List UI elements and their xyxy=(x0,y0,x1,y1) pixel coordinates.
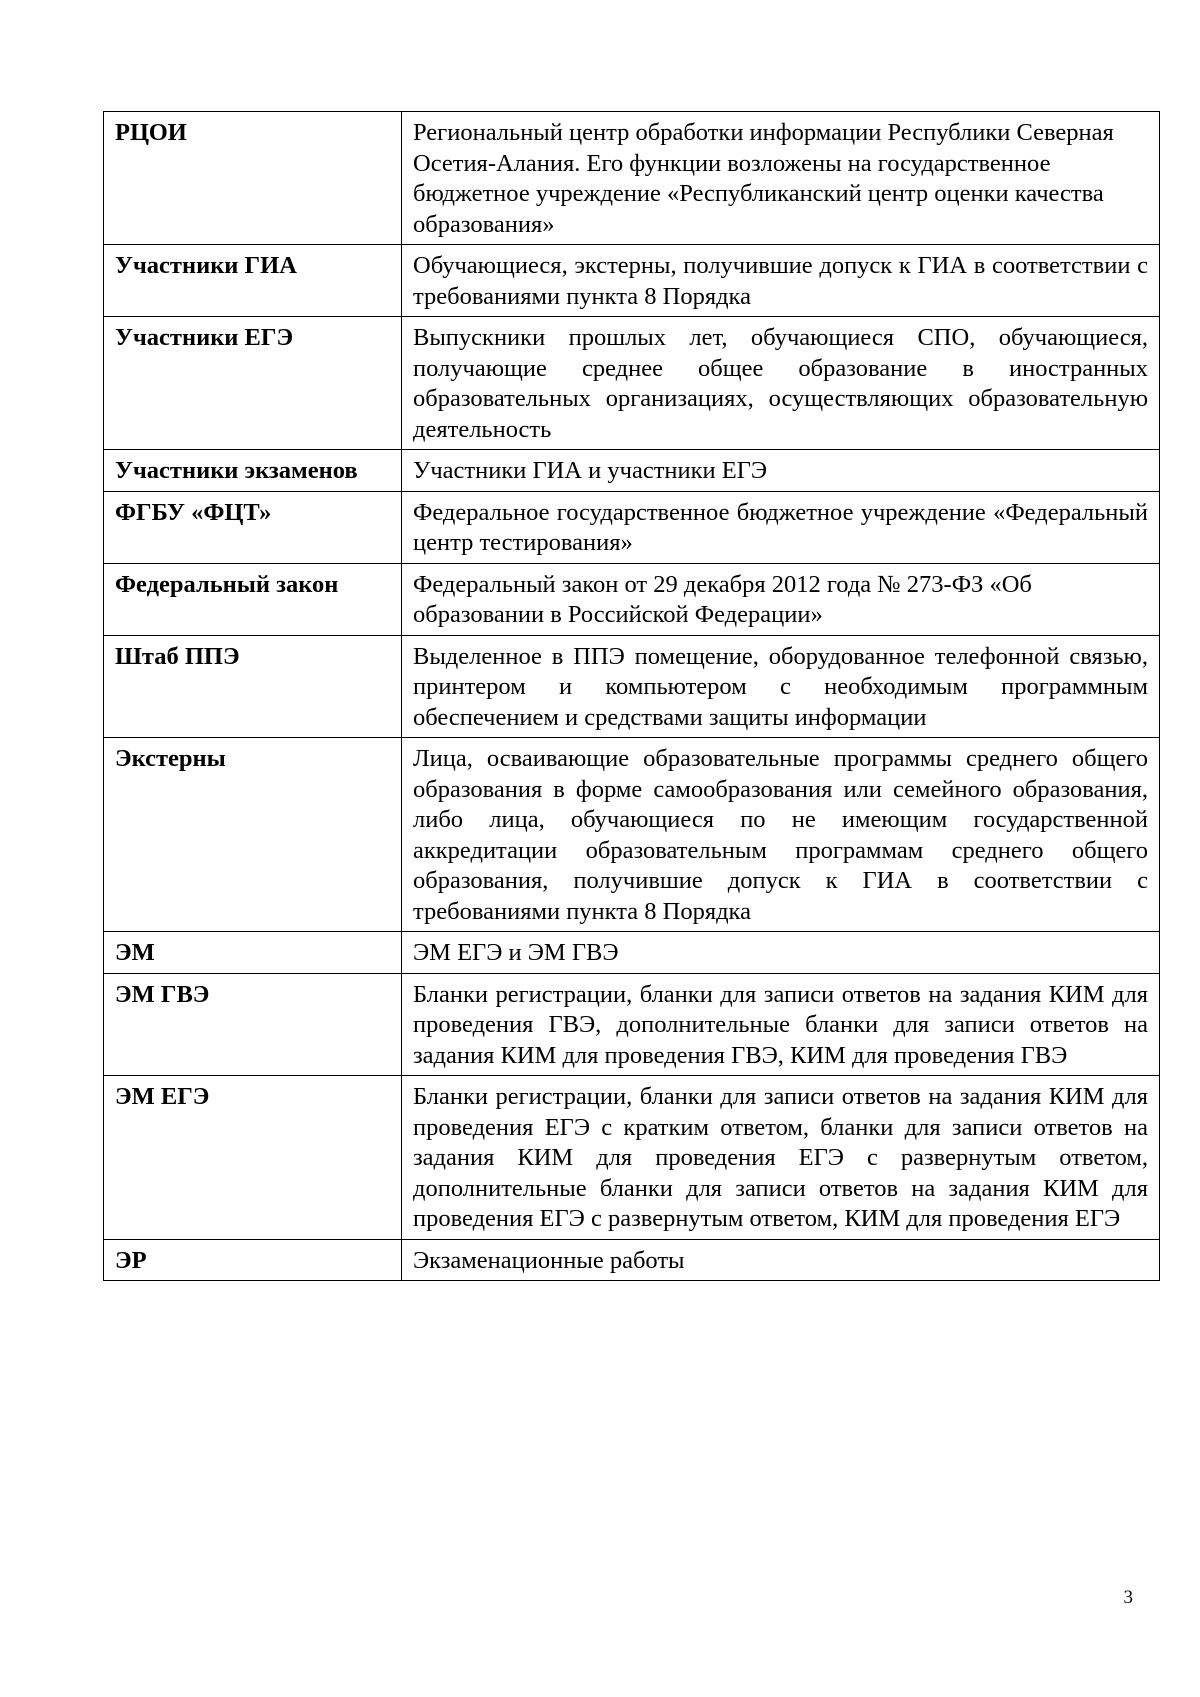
definition-cell: Федеральное государственное бюджетное учреждение «Федеральный центр тестирования» xyxy=(402,491,1160,563)
term-cell: РЦОИ xyxy=(104,112,402,245)
definition-cell: Обучающиеся, экстерны, получившие допуск к ГИА в соответствии с требованиями пункта 8 Порядка xyxy=(402,245,1160,317)
definition-cell: Бланки регистрации, бланки для записи ответов на задания КИМ для проведения ЕГЭ с кратким ответом, бланки для записи ответов на задания КИМ для проведения ЕГЭ с развернутым ответом, дополнительные бланки для записи ответов на задания КИМ для проведения ЕГЭ с развернутым ответом, КИМ для проведения ЕГЭ xyxy=(402,1076,1160,1240)
term-cell: ЭМ ГВЭ xyxy=(104,973,402,1076)
table-row xyxy=(104,491,1160,563)
table-row xyxy=(104,317,1160,450)
definition-cell: Выпускники прошлых лет, обучающиеся СПО, обучающиеся, получающие среднее общее образование в иностранных образовательных организациях, осуществляющих образовательную деятельность xyxy=(402,317,1160,450)
page-number: 3 xyxy=(1123,1587,1133,1608)
definition-cell: Лица, осваивающие образовательные программы среднего общего образования в форме самообразования или семейного образования, либо лица, обучающиеся по не имеющим государственной аккредитации образовательным программам среднего общего образования, получившие допуск к ГИА в соответствии с требованиями пункта 8 Порядка xyxy=(402,738,1160,932)
table-row xyxy=(104,635,1160,738)
definition-cell: Экзаменационные работы xyxy=(402,1239,1160,1281)
term-cell: ЭМ ЕГЭ xyxy=(104,1076,402,1240)
definition-cell: Бланки регистрации, бланки для записи ответов на задания КИМ для проведения ГВЭ, дополнительные бланки для записи ответов на задания КИМ для проведения ГВЭ, КИМ для проведения ГВЭ xyxy=(402,973,1160,1076)
term-cell: ФГБУ «ФЦТ» xyxy=(104,491,402,563)
term-cell: Штаб ППЭ xyxy=(104,635,402,738)
table-row xyxy=(104,245,1160,317)
glossary-table xyxy=(103,111,1160,1281)
definition-cell: Участники ГИА и участники ЕГЭ xyxy=(402,450,1160,492)
table-row xyxy=(104,112,1160,245)
term-cell: ЭМ xyxy=(104,932,402,974)
term-cell: Участники экзаменов xyxy=(104,450,402,492)
table-row xyxy=(104,738,1160,932)
definition-cell: Федеральный закон от 29 декабря 2012 года № 273-ФЗ «Об образовании в Российской Федерации» xyxy=(402,563,1160,635)
table-row xyxy=(104,1239,1160,1281)
term-cell: Федеральный закон xyxy=(104,563,402,635)
definition-cell: Выделенное в ППЭ помещение, оборудованное телефонной связью, принтером и компьютером с необходимым программным обеспечением и средствами защиты информации xyxy=(402,635,1160,738)
term-cell: Участники ГИА xyxy=(104,245,402,317)
definition-cell: ЭМ ЕГЭ и ЭМ ГВЭ xyxy=(402,932,1160,974)
table-row xyxy=(104,973,1160,1076)
term-cell: ЭР xyxy=(104,1239,402,1281)
table-row xyxy=(104,563,1160,635)
table-row xyxy=(104,932,1160,974)
table-row xyxy=(104,450,1160,492)
table-row xyxy=(104,1076,1160,1240)
definition-cell: Региональный центр обработки информации Республики Северная Осетия-Алания. Его функции возложены на государственное бюджетное учреждение «Республиканский центр оценки качества образования» xyxy=(402,112,1160,245)
term-cell: Участники ЕГЭ xyxy=(104,317,402,450)
term-cell: Экстерны xyxy=(104,738,402,932)
